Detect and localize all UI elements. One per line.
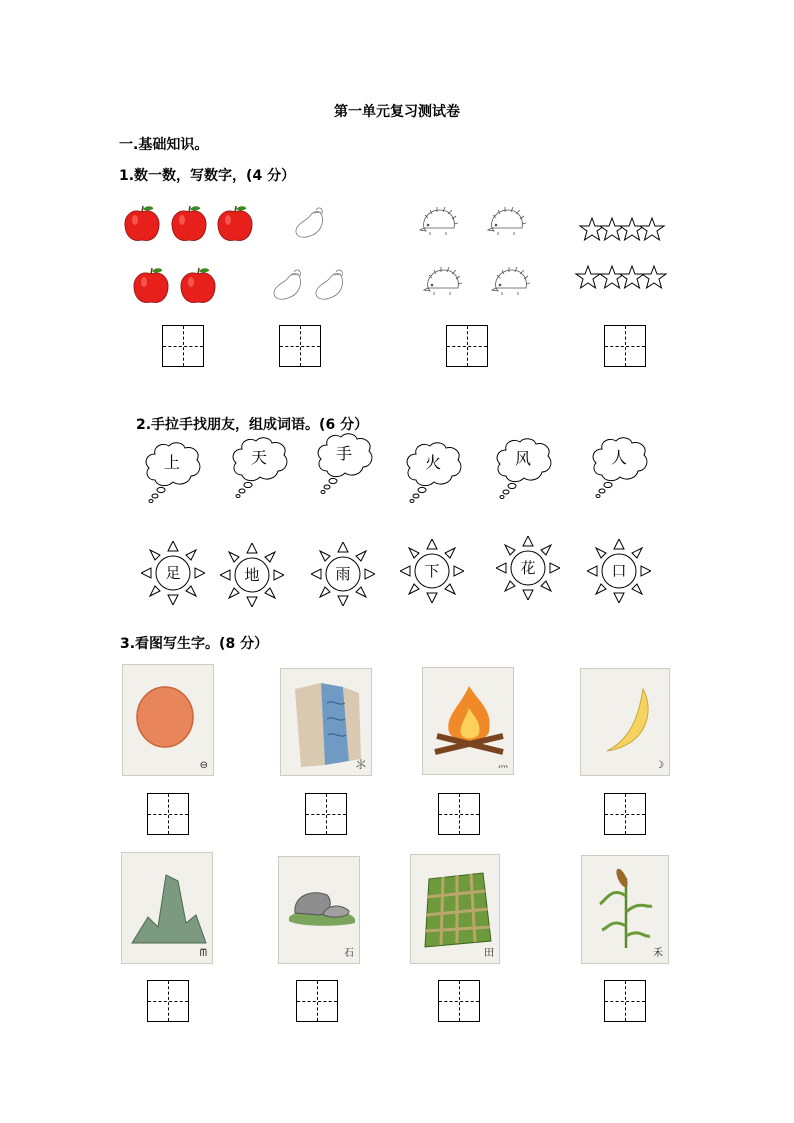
answer-box[interactable] <box>604 325 646 367</box>
star-icon <box>576 218 666 288</box>
grain-picture: 禾 <box>581 855 669 964</box>
question-2-prompt: 2.手拉手找朋友，组成词语。(6 分） <box>136 417 369 433</box>
word-sun[interactable]: 足 <box>141 541 205 605</box>
answer-box[interactable] <box>296 980 338 1022</box>
answer-box[interactable] <box>147 793 189 835</box>
apple-icon <box>125 206 252 302</box>
question-3-prompt: 3.看图写生字。(8 分） <box>120 636 269 652</box>
answer-box[interactable] <box>162 325 204 367</box>
word-cloud[interactable]: 人 <box>592 437 652 499</box>
section-heading: 一.基础知识。 <box>119 137 209 153</box>
mountain-picture: ᗰ <box>121 852 213 964</box>
word-cloud[interactable]: 火 <box>406 442 466 504</box>
word-sun[interactable]: 花 <box>496 536 560 600</box>
word-cloud[interactable]: 风 <box>496 438 556 500</box>
answer-box[interactable] <box>604 793 646 835</box>
word-cloud[interactable]: 手 <box>317 433 377 495</box>
answer-box[interactable] <box>438 980 480 1022</box>
fire-picture: 灬 <box>422 667 514 775</box>
answer-box[interactable] <box>604 980 646 1022</box>
word-sun[interactable]: 下 <box>400 539 464 603</box>
answer-box[interactable] <box>305 793 347 835</box>
stone-picture: 石 <box>278 856 360 964</box>
counting-pictures <box>118 200 794 310</box>
answer-box[interactable] <box>147 980 189 1022</box>
word-sun[interactable]: 雨 <box>311 542 375 606</box>
hedgehog-icon <box>420 207 530 295</box>
question-1-prompt: 1.数一数，写数字，(4 分） <box>119 168 296 184</box>
answer-box[interactable] <box>438 793 480 835</box>
field-picture: 田 <box>410 854 500 964</box>
eggplant-icon <box>274 208 343 299</box>
word-cloud[interactable]: 天 <box>232 437 292 499</box>
sun-picture: ⊖ <box>122 664 214 776</box>
word-sun[interactable]: 口 <box>587 539 651 603</box>
word-sun[interactable]: 地 <box>220 543 284 607</box>
answer-box[interactable] <box>446 325 488 367</box>
moon-picture: ☽ <box>580 668 670 776</box>
water-picture: ⺢ <box>280 668 372 776</box>
answer-box[interactable] <box>279 325 321 367</box>
page-title: 第一单元复习测试卷 <box>334 104 460 120</box>
word-cloud[interactable]: 上 <box>145 442 205 504</box>
